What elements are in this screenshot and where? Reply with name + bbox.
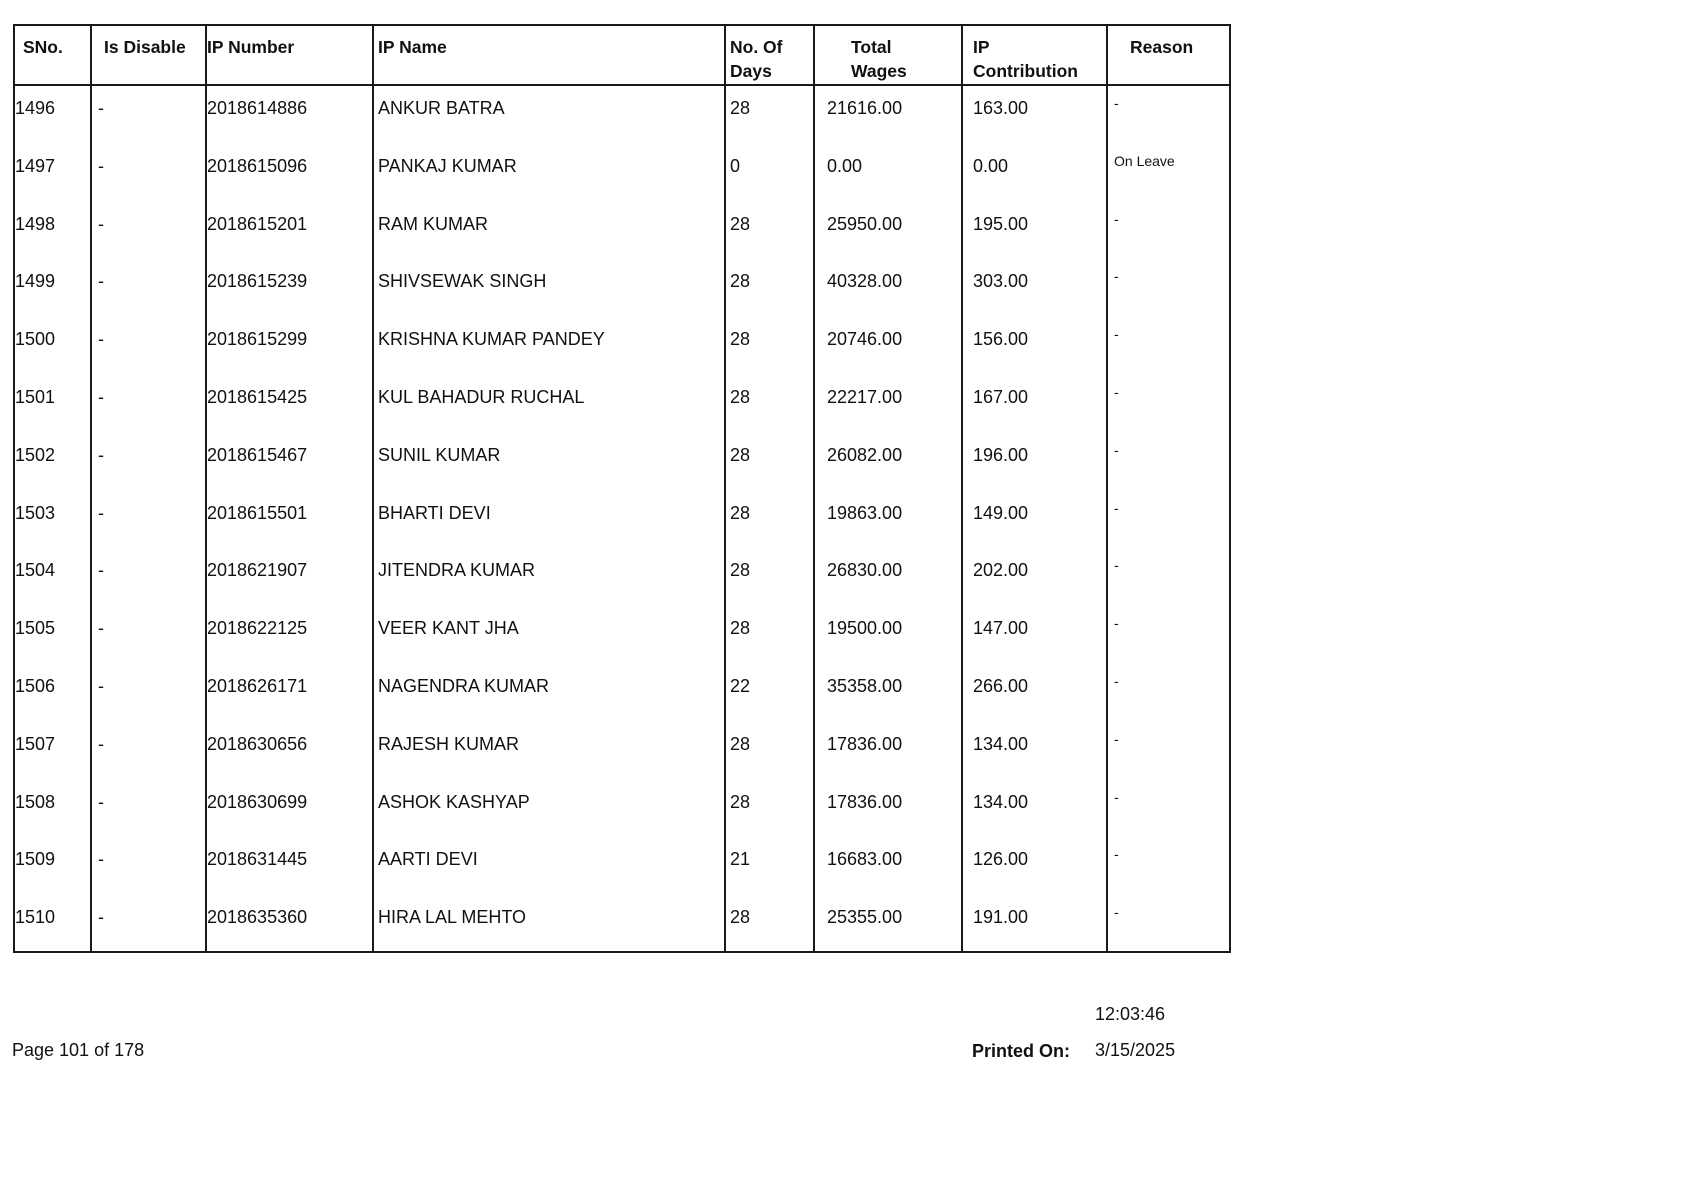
cell-ip-number: 2018615299 xyxy=(207,317,374,375)
cell-reason: - xyxy=(1114,383,1119,400)
cell-ip-number: 2018635360 xyxy=(207,895,374,953)
cell-no-of-days: 28 xyxy=(726,259,815,317)
cell-total-wages: 26830.00 xyxy=(815,548,963,606)
cell-ip-contribution: 134.00 xyxy=(963,722,1108,780)
cell-sno: 1500 xyxy=(15,317,92,375)
cell-total-wages: 25950.00 xyxy=(815,202,963,260)
cell-reason: - xyxy=(1114,904,1119,921)
cell-total-wages: 17836.00 xyxy=(815,722,963,780)
cell-total-wages: 0.00 xyxy=(815,144,963,202)
cell-sno: 1508 xyxy=(15,780,92,838)
cell-ip-contribution: 202.00 xyxy=(963,548,1108,606)
cell-is-disable: - xyxy=(92,548,207,606)
cell-ip-name: SUNIL KUMAR xyxy=(374,433,726,491)
printed-on-label: Printed On: xyxy=(972,1041,1070,1061)
header-ip-contribution xyxy=(963,26,1108,86)
header-is-disable: Is Disable xyxy=(92,26,207,86)
cell-total-wages: 25355.00 xyxy=(815,895,963,953)
cell-reason: - xyxy=(1114,210,1119,227)
cell-no-of-days: 28 xyxy=(726,86,815,144)
cell-sno: 1503 xyxy=(15,491,92,549)
cell-is-disable: - xyxy=(92,317,207,375)
cell-ip-name: PANKAJ KUMAR xyxy=(374,144,726,202)
header-ip-name: IP Name xyxy=(374,26,726,86)
cell-is-disable: - xyxy=(92,491,207,549)
printed-time: 12:03:46 xyxy=(1095,1004,1166,1024)
cell-ip-name: NAGENDRA KUMAR xyxy=(374,664,726,722)
page-number: Page 101 of 178 xyxy=(12,1040,145,1060)
cell-sno: 1499 xyxy=(15,259,92,317)
cell-ip-number: 2018615425 xyxy=(207,375,374,433)
cell-ip-number: 2018615467 xyxy=(207,433,374,491)
cell-ip-number: 2018630656 xyxy=(207,722,374,780)
cell-reason: - xyxy=(1114,672,1119,689)
header-ip-contribution-line2: Contribution xyxy=(973,61,1078,81)
cell-no-of-days: 28 xyxy=(726,606,815,664)
cell-no-of-days: 21 xyxy=(726,837,815,895)
cell-ip-name: RAJESH KUMAR xyxy=(374,722,726,780)
cell-total-wages: 26082.00 xyxy=(815,433,963,491)
cell-reason: - xyxy=(1114,846,1119,863)
cell-ip-contribution: 156.00 xyxy=(963,317,1108,375)
cell-reason: - xyxy=(1114,557,1119,574)
cell-ip-name: AARTI DEVI xyxy=(374,837,726,895)
header-no-of-days-line1: No. Of xyxy=(730,37,783,57)
header-total-wages-line2: Wages xyxy=(851,61,907,81)
cell-no-of-days: 28 xyxy=(726,433,815,491)
cell-is-disable: - xyxy=(92,664,207,722)
printed-date: 3/15/2025 xyxy=(1095,1040,1176,1060)
cell-no-of-days: 28 xyxy=(726,375,815,433)
header-no-of-days xyxy=(726,26,815,86)
cell-ip-name: VEER KANT JHA xyxy=(374,606,726,664)
cell-ip-number: 2018631445 xyxy=(207,837,374,895)
cell-ip-name: RAM KUMAR xyxy=(374,202,726,260)
cell-ip-name: ASHOK KASHYAP xyxy=(374,780,726,838)
cell-is-disable: - xyxy=(92,895,207,953)
cell-ip-name: KRISHNA KUMAR PANDEY xyxy=(374,317,726,375)
cell-total-wages: 22217.00 xyxy=(815,375,963,433)
cell-sno: 1507 xyxy=(15,722,92,780)
cell-ip-number: 2018626171 xyxy=(207,664,374,722)
cell-ip-number: 2018630699 xyxy=(207,780,374,838)
cell-ip-name: SHIVSEWAK SINGH xyxy=(374,259,726,317)
cell-ip-contribution: 167.00 xyxy=(963,375,1108,433)
cell-ip-name: KUL BAHADUR RUCHAL xyxy=(374,375,726,433)
cell-ip-name: BHARTI DEVI xyxy=(374,491,726,549)
cell-ip-name: HIRA LAL MEHTO xyxy=(374,895,726,953)
cell-ip-contribution: 303.00 xyxy=(963,259,1108,317)
header-sno: SNo. xyxy=(15,26,92,86)
cell-total-wages: 16683.00 xyxy=(815,837,963,895)
cell-ip-name: ANKUR BATRA xyxy=(374,86,726,144)
cell-no-of-days: 28 xyxy=(726,491,815,549)
cell-is-disable: - xyxy=(92,202,207,260)
cell-sno: 1509 xyxy=(15,837,92,895)
cell-reason: - xyxy=(1114,499,1119,516)
header-ip-contribution-line1: IP xyxy=(973,37,990,57)
cell-sno: 1501 xyxy=(15,375,92,433)
cell-reason: - xyxy=(1114,615,1119,632)
cell-is-disable: - xyxy=(92,433,207,491)
cell-total-wages: 19500.00 xyxy=(815,606,963,664)
cell-sno: 1510 xyxy=(15,895,92,953)
cell-reason: - xyxy=(1114,730,1119,747)
cell-total-wages: 20746.00 xyxy=(815,317,963,375)
cell-no-of-days: 28 xyxy=(726,202,815,260)
cell-reason: - xyxy=(1114,268,1119,285)
cell-no-of-days: 28 xyxy=(726,780,815,838)
cell-sno: 1505 xyxy=(15,606,92,664)
cell-ip-contribution: 149.00 xyxy=(963,491,1108,549)
cell-sno: 1498 xyxy=(15,202,92,260)
cell-sno: 1496 xyxy=(15,86,92,144)
cell-is-disable: - xyxy=(92,606,207,664)
cell-is-disable: - xyxy=(92,259,207,317)
cell-is-disable: - xyxy=(92,780,207,838)
cell-ip-contribution: 126.00 xyxy=(963,837,1108,895)
cell-no-of-days: 28 xyxy=(726,722,815,780)
cell-ip-contribution: 195.00 xyxy=(963,202,1108,260)
cell-sno: 1506 xyxy=(15,664,92,722)
cell-ip-contribution: 266.00 xyxy=(963,664,1108,722)
cell-is-disable: - xyxy=(92,375,207,433)
table-grid xyxy=(15,26,1229,951)
header-reason: Reason xyxy=(1108,26,1229,86)
cell-ip-contribution: 163.00 xyxy=(963,86,1108,144)
cell-sno: 1497 xyxy=(15,144,92,202)
cell-ip-number: 2018615096 xyxy=(207,144,374,202)
cell-ip-number: 2018615239 xyxy=(207,259,374,317)
cell-ip-number: 2018615201 xyxy=(207,202,374,260)
cell-ip-name: JITENDRA KUMAR xyxy=(374,548,726,606)
header-ip-number: IP Number xyxy=(207,26,374,86)
cell-ip-contribution: 147.00 xyxy=(963,606,1108,664)
cell-reason: - xyxy=(1114,788,1119,805)
cell-reason: - xyxy=(1114,441,1119,458)
cell-ip-contribution: 0.00 xyxy=(963,144,1108,202)
cell-no-of-days: 0 xyxy=(726,144,815,202)
cell-total-wages: 21616.00 xyxy=(815,86,963,144)
cell-sno: 1504 xyxy=(15,548,92,606)
cell-is-disable: - xyxy=(92,86,207,144)
cell-total-wages: 35358.00 xyxy=(815,664,963,722)
header-no-of-days-line2: Days xyxy=(730,61,772,81)
cell-ip-contribution: 134.00 xyxy=(963,780,1108,838)
cell-ip-number: 2018622125 xyxy=(207,606,374,664)
cell-total-wages: 40328.00 xyxy=(815,259,963,317)
header-total-wages xyxy=(815,26,963,86)
cell-is-disable: - xyxy=(92,837,207,895)
cell-ip-number: 2018621907 xyxy=(207,548,374,606)
cell-total-wages: 17836.00 xyxy=(815,780,963,838)
cell-reason: - xyxy=(1114,326,1119,343)
cell-sno: 1502 xyxy=(15,433,92,491)
cell-is-disable: - xyxy=(92,144,207,202)
cell-ip-contribution: 196.00 xyxy=(963,433,1108,491)
contribution-table xyxy=(13,24,1231,953)
cell-reason: On Leave xyxy=(1114,152,1175,169)
cell-no-of-days: 22 xyxy=(726,664,815,722)
cell-total-wages: 19863.00 xyxy=(815,491,963,549)
cell-no-of-days: 28 xyxy=(726,895,815,953)
header-total-wages-line1: Total xyxy=(851,37,892,57)
cell-ip-contribution: 191.00 xyxy=(963,895,1108,953)
cell-is-disable: - xyxy=(92,722,207,780)
cell-reason: - xyxy=(1114,95,1119,111)
cell-ip-number: 2018614886 xyxy=(207,86,374,144)
cell-ip-number: 2018615501 xyxy=(207,491,374,549)
cell-no-of-days: 28 xyxy=(726,548,815,606)
cell-no-of-days: 28 xyxy=(726,317,815,375)
